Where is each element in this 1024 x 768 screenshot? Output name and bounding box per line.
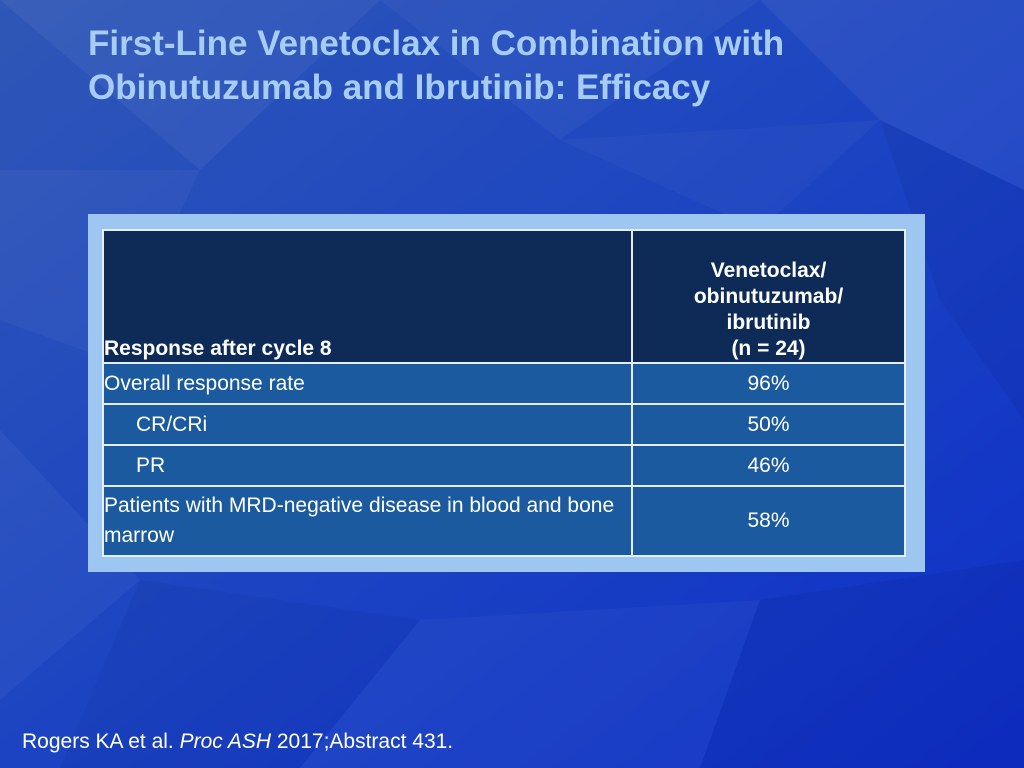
row-label-overall-response: Overall response rate — [103, 363, 632, 404]
row-value-cr-cri: 50% — [632, 404, 905, 445]
row-label-pr: PR — [103, 445, 632, 486]
citation — [22, 729, 453, 755]
table-row — [103, 404, 905, 445]
table-row — [103, 445, 905, 486]
table-row — [103, 363, 905, 404]
row-label-cr-cri: CR/CRi — [103, 404, 632, 445]
citation-authors: Rogers KA et al. — [22, 730, 174, 753]
response-table — [102, 229, 906, 557]
header-group-line-4: (n = 24) — [731, 337, 806, 360]
row-value-mrd-negative: 58% — [632, 486, 905, 556]
header-group-line-3: ibrutinib — [726, 311, 811, 334]
citation-journal: Proc ASH — [179, 730, 272, 753]
table-row — [103, 486, 905, 556]
slide-title-line-1: First-Line Venetoclax in Combination with — [88, 24, 785, 63]
citation-details: 2017;Abstract 431. — [276, 730, 454, 753]
row-label-mrd-negative: Patients with MRD-negative disease in blood and bone marrow — [103, 486, 632, 556]
table-header-row — [103, 230, 905, 363]
header-treatment-group — [632, 230, 905, 363]
row-value-pr: 46% — [632, 445, 905, 486]
row-value-overall-response: 96% — [632, 363, 905, 404]
header-group-line-2: obinutuzumab/ — [693, 285, 844, 308]
slide-title — [88, 22, 988, 110]
header-response-after-cycle: Response after cycle 8 — [103, 230, 632, 363]
header-group-line-1: Venetoclax/ — [710, 259, 827, 282]
slide-title-line-2: Obinutuzumab and Ibrutinib: Efficacy — [88, 68, 711, 107]
